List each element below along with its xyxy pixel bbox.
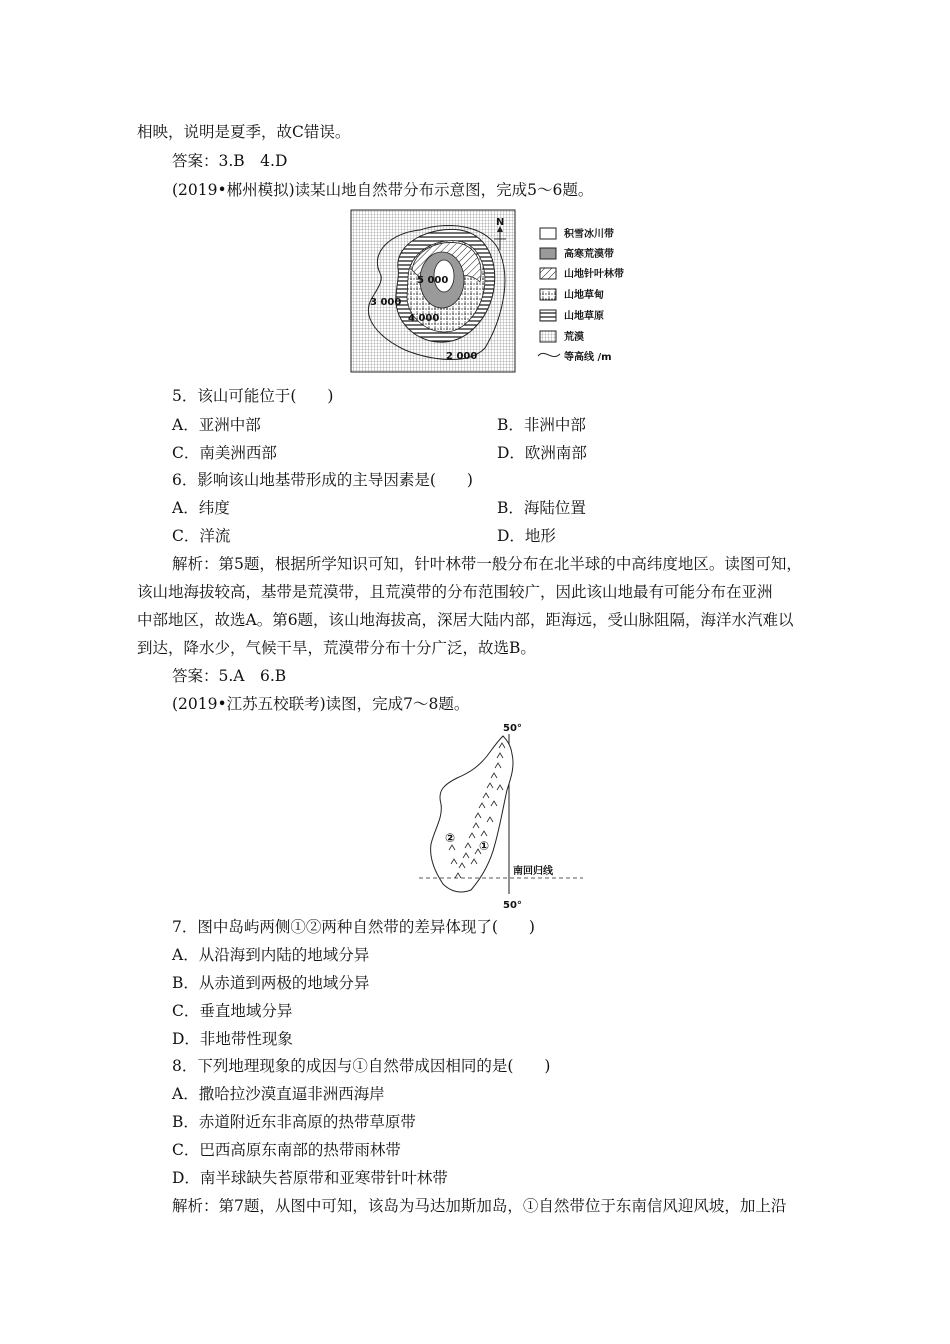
longitude-label-bottom: 50° <box>503 900 522 910</box>
legend <box>538 227 624 363</box>
legend-label: 荒漠 <box>564 332 584 343</box>
option: C．巴西高原东南部的热带雨林带 <box>172 1141 401 1159</box>
option: D．非地带性现象 <box>172 1030 293 1048</box>
longitude-label-top: 50° <box>503 723 522 734</box>
answer-line: 答案：3.B 4.D <box>172 152 288 170</box>
option: B．从赤道到两极的地域分异 <box>172 974 370 992</box>
option: D．地形 <box>497 527 556 545</box>
zone-label-1: ① <box>479 839 490 853</box>
mountain-zone-figure <box>350 208 630 376</box>
explanation-line: 解析：第7题，从图中可知，该岛为马达加斯加岛，①自然带位于东南信风迎风坡，加上沿 <box>172 1197 787 1215</box>
option: C．垂直地域分异 <box>172 1002 293 1020</box>
island-svg <box>415 718 585 910</box>
tropic-label: 南回归线 <box>513 866 553 877</box>
contour-label-3000: 3 000 <box>370 297 402 308</box>
question-5: 5．该山可能位于( ) <box>172 387 334 405</box>
zone-label-2: ② <box>445 831 456 845</box>
contour-label-2000: 2 000 <box>446 351 478 362</box>
option: C．南美洲西部 <box>172 444 277 462</box>
question-intro: (2019•江苏五校联考)读图，完成7～8题。 <box>172 695 470 713</box>
explanation-line: 解析：第5题，根据所学知识可知，针叶林带一般分布在北半球的中高纬度地区。读图可知， <box>172 555 802 573</box>
option: D．欧洲南部 <box>497 444 587 462</box>
option: A．从沿海到内陆的地域分异 <box>172 946 370 964</box>
explanation-line: 中部地区，故选A。第6题，该山地海拔高，深居大陆内部，距海远，受山脉阻隔，海洋水汽难以 <box>137 611 794 629</box>
contour-label-4000: 4 000 <box>408 313 440 324</box>
text-line: 相映，说明是夏季，故C错误。 <box>137 123 351 141</box>
legend-swatch-snow <box>540 228 556 239</box>
answer-line: 答案：5.A 6.B <box>172 667 287 685</box>
option: A．纬度 <box>172 499 230 517</box>
legend-label: 高寒荒漠带 <box>564 249 614 260</box>
legend-swatch-meadow <box>540 289 556 300</box>
option: B．非洲中部 <box>497 416 586 434</box>
question-8: 8．下列地理现象的成因与①自然带成因相同的是( ) <box>172 1057 551 1075</box>
mountain-zone-svg <box>350 208 630 376</box>
explanation-line: 到达，降水少，气候干旱，荒漠带分布十分广泛，故选B。 <box>137 639 536 657</box>
legend-label: 山地草甸 <box>564 290 604 301</box>
legend-swatch-steppe <box>540 310 556 321</box>
question-7: 7．图中岛屿两侧①②两种自然带的差异体现了( ) <box>172 918 535 936</box>
option: C．洋流 <box>172 527 231 545</box>
legend-swatch-alpine-desert <box>540 248 556 259</box>
legend-label: 积雪冰川带 <box>564 229 614 240</box>
option: B．赤道附近东非高原的热带草原带 <box>172 1113 416 1131</box>
legend-swatch-forest <box>540 268 556 279</box>
option: D．南半球缺失苔原带和亚寒带针叶林带 <box>172 1169 448 1187</box>
option: A．亚洲中部 <box>172 416 261 434</box>
legend-label: 山地草原 <box>564 311 604 322</box>
contour-label-5000: 5 000 <box>417 275 449 286</box>
question-6: 6．影响该山地基带形成的主导因素是( ) <box>172 471 473 489</box>
question-intro: (2019•郴州模拟)读某山地自然带分布示意图，完成5～6题。 <box>172 181 594 199</box>
legend-label: 山地针叶林带 <box>564 269 624 280</box>
island-outline <box>431 736 513 892</box>
explanation-line: 该山地海拔较高，基带是荒漠带，且荒漠带的分布范围较广，因此该山地最有可能分布在亚洲 <box>137 583 773 601</box>
legend-contour-line <box>538 353 560 356</box>
option: A．撒哈拉沙漠直逼非洲西海岸 <box>172 1085 385 1103</box>
north-label: N <box>496 217 505 228</box>
island-figure <box>415 718 585 910</box>
option: B．海陆位置 <box>497 499 586 517</box>
legend-swatch-desert <box>540 331 556 342</box>
legend-label: 等高线 /m <box>564 352 612 363</box>
